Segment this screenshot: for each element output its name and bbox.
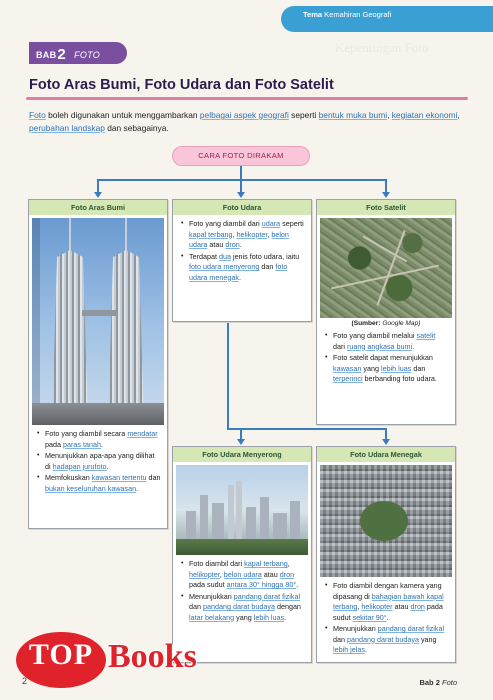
bullet-list [173,215,311,283]
tower-spire [69,218,71,252]
text: pada sudut [333,602,443,622]
keyword: terperinci [333,374,363,383]
text: Foto yang diambil dari [189,219,262,228]
card-title: Foto Udara Menegak [317,447,455,462]
keyword: hadapan jurufoto [52,461,107,471]
tower-base [32,403,164,425]
bullet-list [29,425,167,494]
keyword: pandang darat budaya [203,602,275,611]
list-item [181,219,305,251]
keyword: pandang darat budaya [347,634,419,644]
text: Foto diambil dari [189,559,245,568]
vertical-city-photo [320,465,452,577]
text: . [106,461,109,471]
keyword: latar belakang [189,612,235,622]
card-title: Foto Aras Bumi [29,200,167,215]
building [290,501,300,541]
oblique-city-photo [176,465,308,555]
keyword: lebih luas [380,363,412,373]
satellite-photo [320,218,452,318]
caption-source: (Sumber: [351,320,381,327]
keyword: kawasan tertentu [91,473,147,482]
photo-shade [32,218,40,425]
intro-text: , [457,110,460,120]
photo-caption [317,318,455,327]
chapter-bab: BAB [36,50,57,60]
text: dan [411,363,426,373]
list-item [325,581,449,623]
text: yang [234,612,254,622]
list-item [181,252,305,284]
text: jenis foto udara, iaitu [230,251,300,261]
logo-books: Books [108,638,197,675]
card-title: Foto Udara Menyerong [173,447,311,462]
header-bar [0,0,493,36]
arrow-down-icon [94,192,102,198]
text: . [412,341,415,351]
keyword: kawasan [333,363,362,373]
intro-text: , [387,110,392,120]
theme-label: Tema [303,10,323,19]
list-item [37,451,161,472]
ground [176,539,308,555]
list-item [325,331,449,352]
text: pada [45,439,63,449]
text: Menunjukkan [189,591,234,601]
list-item [325,353,449,385]
keyword: sekitar 90° [352,612,387,622]
tower-right [108,250,144,425]
page-footer [419,678,457,687]
text: yang [418,634,437,644]
text: . [136,483,139,493]
chapter-number: 2 [57,46,67,63]
building [273,513,287,541]
connector-line [240,179,242,193]
building [212,503,224,541]
text: pada sudut [189,580,227,589]
keyword: dron [225,240,240,249]
text: Foto diambil dengan kamera yang dipasang di [333,581,442,601]
card-foto-aras-bumi [28,199,168,529]
keyword: udara [261,219,281,228]
list-item [181,592,305,624]
text: Foto yang diambil melalui [333,331,417,340]
chapter-tag [29,42,127,64]
page-number: 2 [22,676,28,686]
text: dan [333,634,347,644]
text: Menunjukkan apa-apa yang dilihat di [45,451,155,471]
text: Menunjukkan [333,624,378,633]
building [246,507,256,541]
keyword: dua [218,251,231,261]
text: . [296,580,299,589]
arrow-down-icon [382,192,390,198]
text: atau [207,240,226,249]
connector-line [240,428,386,430]
building [228,485,234,541]
building [236,481,242,541]
caption-name: Google Map) [380,320,421,327]
connector-line [385,179,387,193]
list-item [325,624,449,656]
connector-line [240,166,242,180]
text: atau [261,569,280,579]
bullet-list [317,577,455,656]
keyword: antara 30° hingga 80° [226,580,297,589]
keyword: dron [410,602,425,611]
towers-photo [32,218,164,425]
root-node: CARA FOTO DIRAKAM [172,146,310,166]
building [186,511,196,541]
topbooks-logo [8,632,218,692]
keyword: paras tanah [63,439,101,449]
bullet-list [173,555,311,623]
intro-text: seperti [288,110,319,120]
list-item [37,429,161,450]
keyword: ruang angkasa bumi [346,341,413,351]
title-underline [26,97,468,100]
text: , [219,569,224,579]
keyword: helikopter [361,602,393,611]
text: Foto yang diambil secara [45,429,128,438]
text: dengan [274,602,301,611]
text: . [284,612,287,622]
intro-keyword: perubahan landskap [29,123,105,133]
logo-top: TOP [16,632,106,688]
building [200,495,208,541]
arrow-down-icon [382,439,390,445]
theme-value: Kemahiran Geografi [324,10,392,19]
tower-spire [125,218,127,252]
keyword: foto udara menegak [189,262,288,282]
text: dan [259,262,276,271]
keyword: foto udara menyerong [189,262,260,271]
keyword: helikopter [189,569,220,579]
keyword: kapal terbang [189,229,233,239]
chapter-name: FOTO [74,50,101,60]
connector-line [227,322,229,430]
arrow-down-icon [237,192,245,198]
card-foto-udara-menyerong [172,446,312,663]
text: . [364,645,367,654]
page-title: Foto Aras Bumi, Foto Udara dan Foto Satelit [29,77,334,93]
keyword: kapal terbang [244,559,288,568]
text: Terdapat [189,251,219,261]
intro-text: boleh digunakan untuk menggambarkan [45,110,200,120]
card-title: Foto Satelit [317,200,455,215]
text: seperti [280,219,304,228]
keyword: belon udara [189,229,289,249]
list-item [181,559,305,591]
keyword: dron [279,569,295,579]
keyword: bukan keseluruhan kawasan [45,483,137,493]
text: . [238,272,241,282]
text: yang [361,363,381,373]
keyword: lebih jelas [333,645,365,654]
footer-chapter: Bab 2 [419,678,440,687]
text: dan [146,473,161,482]
intro-text: dan sebagainya. [104,123,169,133]
text: Foto satelit dapat menunjukkan [333,353,433,362]
text: . [239,240,242,249]
keyword: pandang darat fizikal [233,591,301,601]
intro-keyword: bentuk muka bumi [318,110,388,120]
text: atau [392,602,411,611]
text: dari [333,341,347,351]
footer-name: Foto [441,678,457,687]
list-item [37,473,161,494]
bullet-list [317,327,455,385]
text: berbanding foto udara. [362,374,437,383]
keyword: helikopter [236,229,268,239]
text: . [386,612,389,622]
text: , [267,229,272,239]
intro-keyword: Foto [29,110,46,120]
arrow-down-icon [237,439,245,445]
keyword: lebih luas [253,612,285,622]
card-foto-udara [172,199,312,322]
tower-left [52,250,88,425]
building [260,497,269,541]
card-foto-satelit [316,199,456,425]
keyword: mendatar [127,429,158,438]
skybridge [82,310,116,316]
card-title: Foto Udara [173,200,311,215]
text: , [287,559,290,568]
keyword: satelit [416,331,436,340]
keyword: belon udara [223,569,262,579]
connector-line [97,179,99,193]
text: , [357,602,362,611]
theme-tab [281,6,493,32]
intro-keyword: kegiatan ekonomi [391,110,458,120]
park [360,501,408,541]
text: . [100,439,103,449]
ghost-heading [335,40,485,56]
card-foto-udara-menegak [316,446,456,663]
intro-keyword: pelbagai aspek geografi [199,110,289,120]
intro-paragraph [29,109,469,135]
text: , [232,229,237,239]
ghost-heading-text: Kepentingan Foto [335,40,429,55]
keyword: pandang darat fizikal [377,624,445,633]
text: dan [189,602,203,611]
text: Memfokuskan [45,473,92,482]
road [376,230,405,306]
keyword: bahagian bawah kapal terbang [333,591,444,611]
